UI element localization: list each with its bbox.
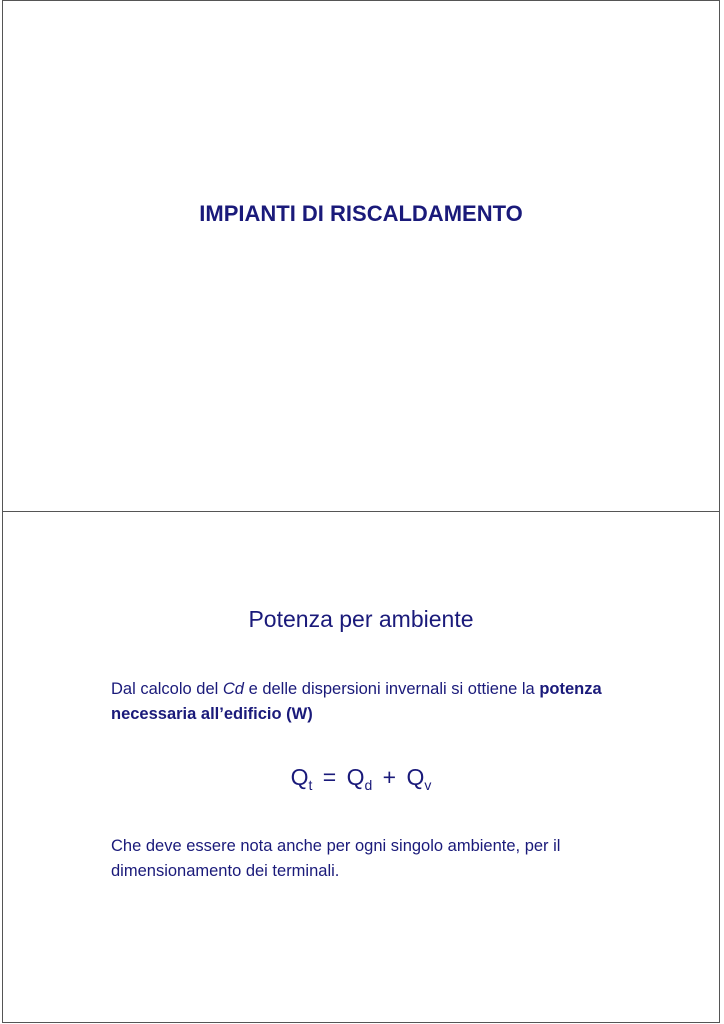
power-formula — [3, 764, 719, 793]
slide-2 — [2, 511, 720, 1023]
intro-paragraph — [111, 677, 631, 727]
paragraph-text: Dal calcolo del — [111, 680, 223, 698]
formula-symbol: Q — [406, 764, 425, 790]
italic-term: Cd — [222, 680, 244, 698]
closing-paragraph: Che deve essere nota anche per ogni singolo ambiente, per il dimensionamento dei terminali. — [111, 837, 561, 880]
slide-title: IMPIANTI DI RISCALDAMENTO — [199, 201, 523, 226]
formula-operator: = — [322, 764, 337, 790]
formula-subscript: d — [364, 777, 373, 793]
slide-title: Potenza per ambiente — [248, 606, 474, 632]
slide-1 — [2, 0, 720, 512]
formula-subscript: t — [308, 777, 313, 793]
formula-subscript: v — [424, 777, 432, 793]
formula-symbol: Q — [290, 764, 309, 790]
formula-symbol: Q — [346, 764, 365, 790]
bold-term: potenza necessaria all’edificio (W) — [111, 680, 602, 723]
paragraph-text: e delle dispersioni invernali si ottiene la — [243, 680, 540, 698]
formula-operator: + — [382, 764, 397, 790]
